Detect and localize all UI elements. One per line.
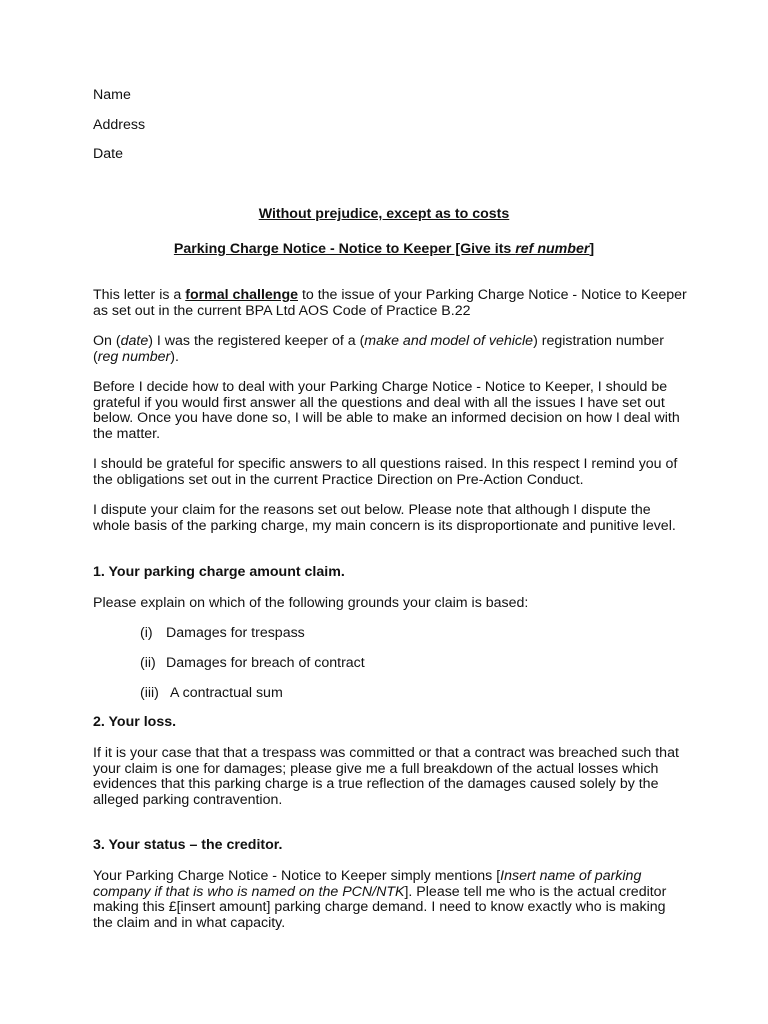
section-2-body: If it is your case that that a trespass was committed or that a contract was breached such that your claim is one for damages; please give me a full breakdown of the actual losses which evidences that this parking charge is a true reflection of the damages caused solely by the alleged parking contravention.: [93, 745, 679, 808]
pcn-title-post: ]: [589, 241, 595, 257]
paragraph-dispute: I dispute your claim for the reasons set out below. Please note that although I dispute the whole basis of the parking charge, my main concern is its disproportionate and punitive level.: [93, 502, 676, 534]
s3-insert-company: Insert name of parking company if that is who is named on the PCN/NTK: [93, 868, 642, 900]
list-item-number: (i): [140, 625, 153, 641]
list-item-text: A contractual sum: [170, 685, 283, 701]
p2-g: ).: [170, 348, 179, 365]
p2-reg: reg number: [97, 348, 171, 365]
list-item-text: Damages for trespass: [166, 625, 305, 641]
p1-a: This letter is a: [93, 287, 186, 303]
section-1-intro: Please explain on which of the following grounds your claim is based:: [93, 595, 529, 611]
without-prejudice-title: Without prejudice, except as to costs: [258, 206, 510, 222]
paragraph-formal-challenge: [93, 288, 688, 319]
formal-challenge-emphasis: formal challenge: [185, 287, 298, 303]
section-1-heading: 1. Your parking charge amount claim.: [93, 564, 345, 580]
pcn-title-ref: ref number: [515, 241, 590, 257]
p2-date: date: [120, 333, 149, 349]
s3-a: Your Parking Charge Notice - Notice to Keeper simply mentions [: [93, 868, 501, 884]
section-2-heading: 2. Your loss.: [93, 714, 177, 730]
paragraph-registered-keeper: [93, 334, 688, 365]
list-item: [0, 626, 768, 642]
sender-date: Date: [93, 146, 123, 162]
p2-a: On (: [93, 333, 121, 349]
section-3-heading: 3. Your status – the creditor.: [93, 837, 283, 853]
p2-vehicle: make and model of vehicle: [364, 333, 534, 349]
paragraph-specific-answers: I should be grateful for specific answers to all questions raised. In this respect I remind you of the obligations set out in the current Practice Direction on Pre-Action Conduct.: [93, 456, 678, 488]
s3-c: ]. Please tell me who is the actual creditor making this £[insert amount] parking charge demand. I need to know exactly who is making the claim and in what capacity.: [93, 883, 667, 931]
section-3-body: [93, 869, 688, 931]
paragraph-before-decide: Before I decide how to deal with your Parking Charge Notice - Notice to Keeper, I should be grateful if you would first answer all the questions and deal with all the issues I have set out below. Once you have done so, I will be able to make an informed decision on how I deal with the matter.: [93, 379, 680, 442]
sender-name: Name: [93, 87, 131, 103]
pcn-title-pre: Parking Charge Notice - Notice to Keeper [Give its: [173, 241, 516, 257]
list-item-text: Damages for breach of contract: [166, 655, 365, 671]
p2-e: ) registration number (: [93, 333, 664, 365]
sender-address: Address: [93, 117, 146, 133]
p2-c: ) I was the registered keeper of a (: [148, 333, 365, 349]
list-item: [0, 656, 768, 672]
p1-c: to the issue of your Parking Charge Notice - Notice to Keeper as set out in the current BPA Ltd AOS Code of Practice B.22: [93, 287, 687, 319]
list-item-number: (ii): [140, 655, 156, 671]
list-item-number: (iii): [140, 685, 159, 701]
list-item: [0, 686, 768, 702]
pcn-title: [0, 242, 768, 258]
